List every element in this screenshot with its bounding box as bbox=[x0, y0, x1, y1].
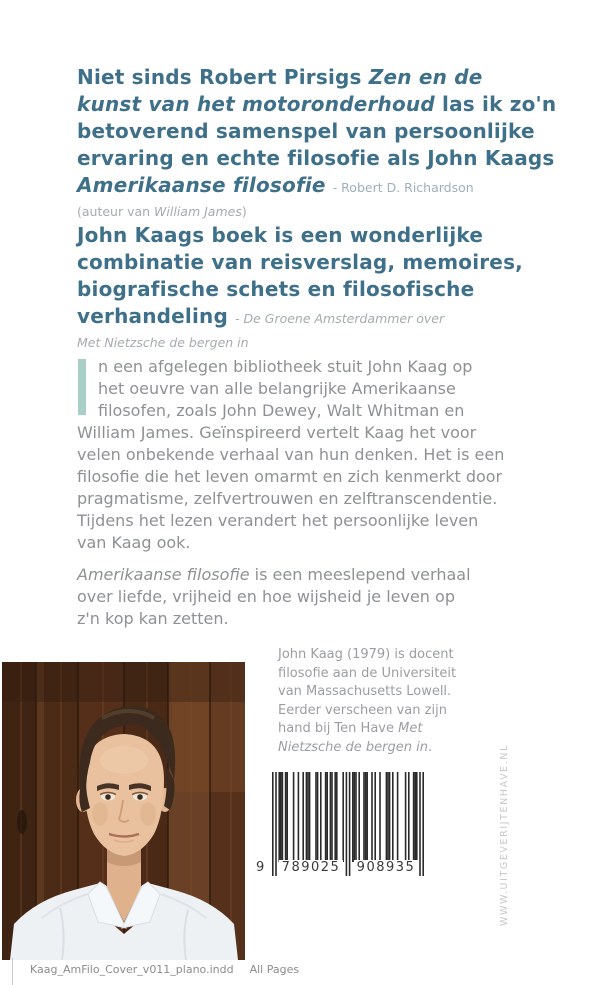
quote-line bbox=[77, 172, 556, 201]
quote-line bbox=[77, 303, 523, 332]
body-line: n een afgelegen bibliotheek stuit John Kaag op bbox=[98, 357, 473, 376]
bio-line: Eerder verscheen van zijn bbox=[278, 702, 447, 718]
bio-line: Nietzsche de bergen in. bbox=[278, 739, 433, 755]
crop-mark bbox=[12, 958, 13, 985]
author-bio bbox=[278, 646, 456, 757]
quote-line: ervaring en echte filosofie als John Kaags bbox=[77, 146, 555, 170]
bio-line: filosofie aan de Universiteit bbox=[278, 665, 457, 681]
footer-pages-label: All Pages bbox=[249, 963, 300, 976]
bio-line: van Massachusetts Lowell. bbox=[278, 684, 452, 699]
author-photo bbox=[2, 662, 245, 960]
body-line: William James. Geïnspireerd vertelt Kaag het voor bbox=[77, 423, 477, 442]
author-portrait-illustration bbox=[2, 662, 245, 960]
quote-line: betoverend samenspel van persoonlijke bbox=[77, 119, 535, 143]
review-quote-groene bbox=[77, 222, 523, 354]
body-line: Amerikaanse filosofie is een meeslepend verhaal bbox=[77, 565, 471, 584]
publisher-url-vertical: WWW.UITGEVERIJTENHAVE.NL bbox=[499, 743, 510, 926]
body-line: filosofen, zoals John Dewey, Walt Whitman en bbox=[98, 401, 465, 420]
quote-line: biografische schets en filosofische bbox=[77, 277, 475, 301]
body-line: z'n kop kan zetten. bbox=[77, 609, 229, 628]
body-line: over liefde, vrijheid en hoe wijsheid je leven op bbox=[77, 587, 455, 606]
quote-text-italic: kunst van het motoronderhoud bbox=[77, 92, 435, 116]
dropcap-letter-i bbox=[78, 359, 86, 415]
body-line: Tijdens het lezen verandert het persoonlijke leven bbox=[77, 511, 479, 530]
print-footer bbox=[30, 963, 299, 976]
body-line: filosofie die het leven omarmt en zich kenmerkt door bbox=[77, 467, 503, 486]
quote-line bbox=[77, 91, 556, 118]
isbn-barcode bbox=[256, 772, 424, 884]
quote-text: Niet sinds Robert Pirsigs bbox=[77, 65, 369, 89]
quote-attribution-detail: Met Nietzsche de bergen in bbox=[77, 335, 249, 350]
footer-filename: Kaag_AmFilo_Cover_v011_plano.indd bbox=[30, 963, 234, 976]
quote-attribution-detail: (auteur van William James) bbox=[77, 204, 247, 219]
quote-text: verhandeling bbox=[77, 304, 228, 328]
review-quote-pirsig bbox=[77, 64, 556, 223]
barcode-digit-group-1: 789025 bbox=[279, 860, 343, 876]
bio-line: hand bij Ten Have Met bbox=[278, 721, 423, 736]
synopsis-paragraph bbox=[77, 356, 504, 554]
quote-text-italic: Zen en de bbox=[368, 65, 483, 89]
tagline-paragraph bbox=[77, 564, 471, 630]
book-title-italic: Amerikaanse filosofie bbox=[77, 173, 326, 197]
quote-attribution: - De Groene Amsterdammer over bbox=[234, 311, 445, 326]
body-line: van Kaag ook. bbox=[77, 533, 191, 552]
body-line: velen onbekende verhaal van hun denken. Het is een bbox=[77, 445, 505, 464]
quote-line: combinatie van reisverslag, memoires, bbox=[77, 250, 523, 274]
bio-line: John Kaag (1979) is docent bbox=[278, 647, 454, 662]
book-title-italic: Amerikaanse filosofie bbox=[77, 565, 250, 584]
barcode-lead-digit: 9 bbox=[256, 860, 265, 875]
quote-text: las ik zo'n bbox=[434, 92, 557, 116]
quote-attribution: - Robert D. Richardson bbox=[332, 180, 474, 195]
body-line: pragmatisme, zelfvertrouwen en zelftranscendentie. bbox=[77, 489, 498, 508]
quote-line bbox=[77, 64, 556, 91]
quote-line: John Kaags boek is een wonderlijke bbox=[77, 223, 484, 247]
barcode-digit-group-2: 908935 bbox=[354, 860, 418, 876]
body-line: het oeuvre van alle belangrijke Amerikaanse bbox=[98, 379, 456, 398]
